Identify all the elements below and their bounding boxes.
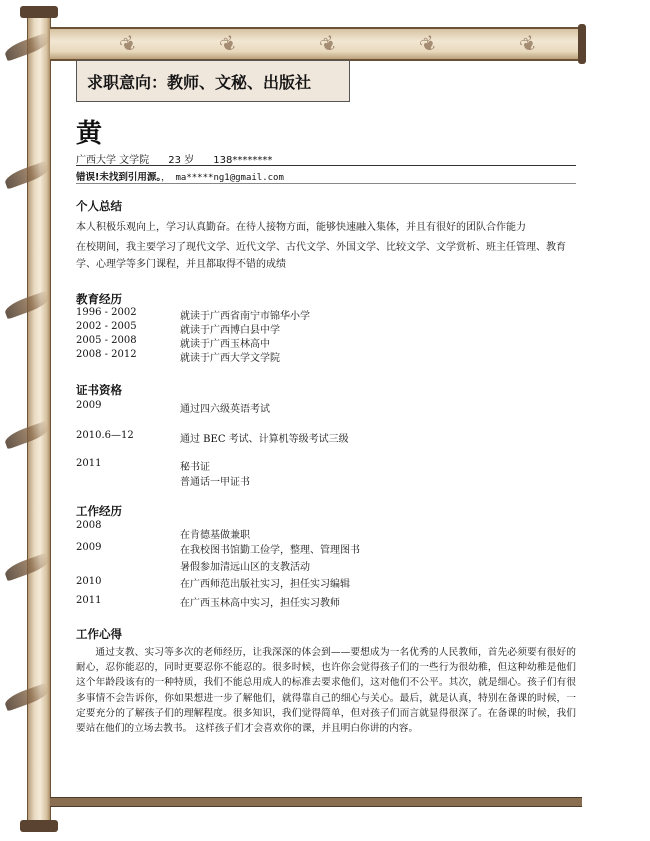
insight-title: 工作心得 <box>76 627 122 641</box>
contact-line <box>76 169 284 183</box>
feather-icon: ❦ <box>115 29 142 59</box>
work-desc: 在肯德基做兼职 <box>180 530 250 541</box>
job-intent-box <box>76 60 350 102</box>
scroll-bottom-border <box>50 797 582 807</box>
work-desc: 在广西玉林高中实习，担任实习教师 <box>180 598 340 609</box>
divider <box>76 183 576 184</box>
education-row: 2008 - 2012 就读于广西大学文学院 <box>76 349 280 364</box>
feather-icon: ❦ <box>415 29 442 59</box>
cert-year: 2010.6—12 <box>76 430 134 441</box>
education-row: 2002 - 2005 就读于广西博白县中学 <box>76 321 280 336</box>
work-title: 工作经历 <box>76 504 122 518</box>
cert-year: 2011 <box>76 458 102 469</box>
work-desc: 在我校图书馆勤工俭学，整理、管理图书 <box>180 545 360 556</box>
insight-text: 通过支教、实习等多次的老师经历，让我深深的体会到——要想成为一名优秀的人民教师，首先必须要有很好的耐心，忍你能忍的，同时更要忍你不能忍的。很多时候，也许你会觉得孩子们的一些行为很幼稚，但这种幼稚是他们这个年龄段该有的一种特质，我们不能总用成人的标准去要求他们，这对他们不公平。其次，就是细心。孩子们有很多事情不会告诉你，你如果想进一步了解他们，就得靠自己的细心与关心。最后，就是认真，特别在备课的时候，一定要充分的了解孩子们的理解程度。很多知识，我们觉得简单，但对孩子们而言就显得很深了。在备课的时候，我们要站在他们的立场去教书。 这样孩子们才会喜欢你的课，并且明白你讲的内容。 <box>76 647 576 735</box>
work-year: 2010 <box>76 576 102 587</box>
cert-desc: 通过四六级英语考试 <box>180 404 270 415</box>
summary-title: 个人总结 <box>76 199 122 213</box>
reference-error: 错误!未找到引用源。 <box>76 172 162 183</box>
summary-paragraph-1: 本人积极乐观向上，学习认真勤奋。在待人接物方面，能够快速融入集体，并且有很好的团队合作能力 <box>76 222 526 233</box>
basic-info: 广西大学 文学院 23 岁 138******** <box>76 155 273 166</box>
scroll-cap-top <box>20 6 58 18</box>
work-year: 2011 <box>76 595 102 606</box>
certs-title: 证书资格 <box>76 383 122 397</box>
cert-year: 2009 <box>76 400 102 411</box>
applicant-name: 黄 <box>76 119 103 149</box>
work-year: 2008 <box>76 520 102 531</box>
scroll-top-end <box>578 24 586 64</box>
feather-icon: ❦ <box>215 29 242 59</box>
education-row: 1996 - 2002 就读于广西省南宁市锦华小学 <box>76 307 310 322</box>
work-desc: 在广西师范出版社实习，担任实习编辑 <box>180 579 350 590</box>
cert-desc: 秘书证 <box>180 462 210 473</box>
feather-icon: ❦ <box>315 29 342 59</box>
cert-desc: 通过 BEC 考试、计算机等级考试三级 <box>180 434 349 445</box>
education-row: 2005 - 2008 就读于广西玉林高中 <box>76 335 270 350</box>
feather-icon: ❦ <box>515 29 542 59</box>
work-desc: 暑假参加清远山区的支教活动 <box>180 562 310 573</box>
summary-paragraph-2: 在校期间，我主要学习了现代文学、近代文学、古代文学、外国文学、比较文学、文学赏析、班主任管理、教育学、心理学等多门课程，并且都取得不错的成绩 <box>76 242 566 270</box>
cert-desc: 普通话一甲证书 <box>180 477 250 488</box>
scroll-cap-bottom <box>20 820 58 832</box>
education-title: 教育经历 <box>76 292 122 306</box>
email: ， ma*****ng1@gmail.com <box>161 173 284 183</box>
work-year: 2009 <box>76 542 102 553</box>
divider <box>76 165 576 166</box>
job-intent: 求职意向：教师、文秘、出版社 <box>87 72 312 92</box>
